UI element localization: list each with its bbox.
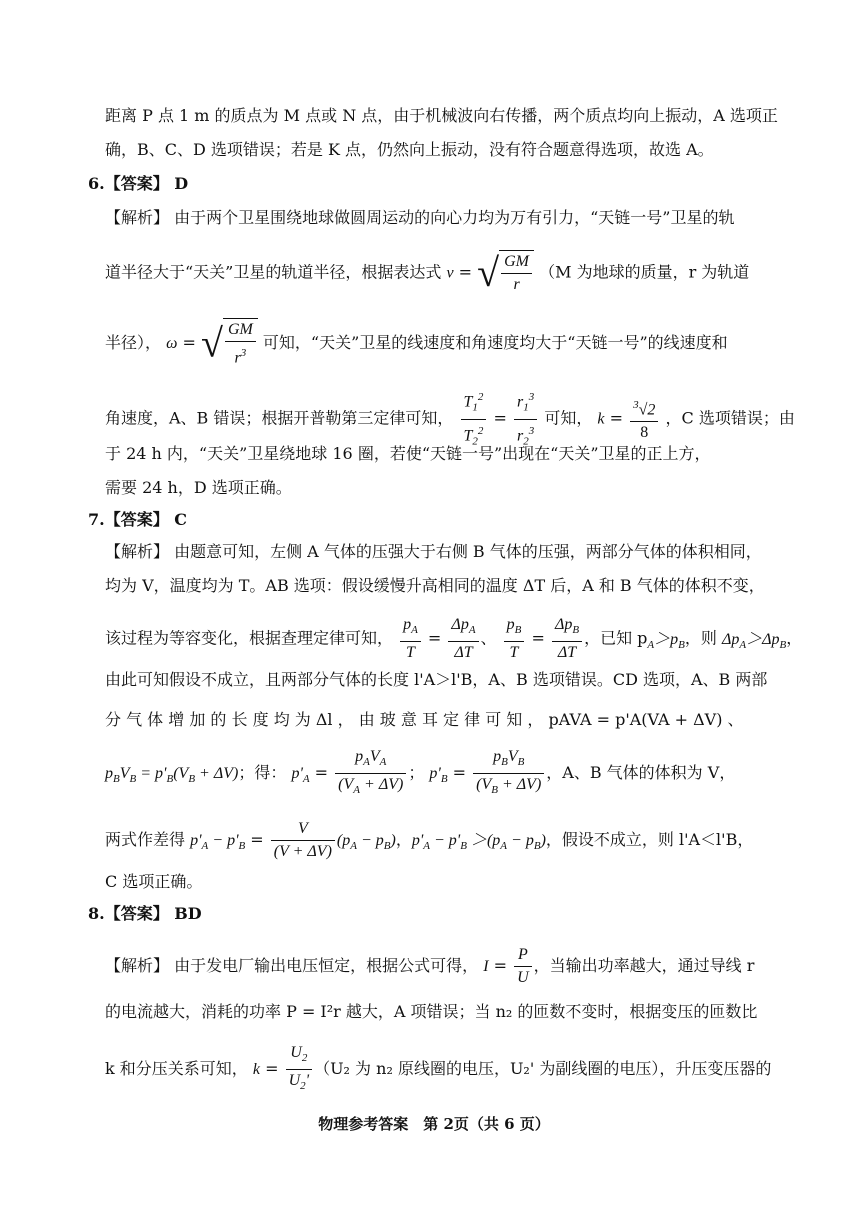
- text-line-1: 距离 P 点 1 m 的质点为 M 点或 N 点，由于机械波向右传播，两个质点均向上振动，A 选项正: [105, 106, 778, 125]
- analysis-8-line-3: k 和分压关系可知， k = $\frac{U_2}{U_2'}$ （U₂ 为 n₂ 原线圈的电压，U₂' 为副线圈的电压），升压变压器的: [105, 1044, 772, 1093]
- analysis-7-line-6: $p_BV_B = p'_B(V_B + \Delta V)$；得： $p'_A$ = $\frac{p_AV_A}{(V_A + \Delta V)}$ ； $p'_B$ = $\frac{p_BV_B}{(V_B + \Delta V)}$ ，A、B 气体的体积为 V，: [105, 748, 736, 797]
- text-line-2: 确，B、C、D 选项错误；若是 K 点，仍然向上振动，没有符合题意得选项，故选 A。: [105, 140, 714, 159]
- sqrt-gm-over-r: √ $\frac{GM}{r}$: [477, 250, 534, 296]
- analysis-8-line-2: 的电流越大，消耗的功率 P = I²r 越大，A 项错误；当 n₂ 的匝数不变时，根据变压的匝数比: [105, 1002, 758, 1021]
- answer-6-heading: 6.【答案】 D: [88, 174, 189, 193]
- analysis-7-line-8: C 选项正确。: [105, 872, 203, 891]
- analysis-6-line-3: 半径）， ω = √ $\frac{GM}{r^3}$ 可知，“天关”卫星的线速度和角速度均大于“天链一号”的线速度和: [0, 318, 868, 369]
- analysis-7-line-3: 该过程为等容变化，根据查理定律可知， $\frac{p_A}{T}$ = $\frac{\Delta p_A}{\Delta T}$ 、 $\frac{p_B}{T}$ = $\frac{\Delta p_B}{\Delta T}$ ，已知 $p_A>p_B$，则 $\Delta p_A>\Delta p_B$，: [105, 616, 803, 662]
- analysis-7-line-5: 分 气 体 增 加 的 长 度 均 为 Δl ， 由 玻 意 耳 定 律 可 知 ， pAVA = p'A(VA + ΔV) 、: [105, 710, 744, 729]
- answer-8-heading: 8.【答案】 BD: [88, 904, 202, 923]
- analysis-7-line-2: 均为 V，温度均为 T。AB 选项：假设缓慢升高相同的温度 ΔT 后，A 和 B 气体的体积不变，: [105, 576, 765, 595]
- answer-7-heading: 7.【答案】 C: [88, 510, 188, 529]
- analysis-7-line-1: 【解析】 由题意可知，左侧 A 气体的压强大于右侧 B 气体的压强，两部分气体的体积相同，: [105, 542, 762, 561]
- analysis-6-line-5: 于 24 h 内，“天关”卫星绕地球 16 圈，若使“天链一号”出现在“天关”卫星的正上方，: [105, 444, 711, 463]
- analysis-8-line-1: 【解析】 由于发电厂输出电压恒定，根据公式可得， I = $\frac{P}{U}$ ，当输出功率越大，通过导线 r: [105, 946, 755, 986]
- analysis-6-line-1: 【解析】 由于两个卫星围绕地球做圆周运动的向心力均为万有引力，“天链一号”卫星的轨: [105, 208, 735, 227]
- analysis-7-line-7: 两式作差得 $p'_A - p'_B$ = $\frac{V}{(V + \Delta V)}$ $(p_A - p_B)$，$p'_A - p'_B >(p_A - p_B)$，假设不成立，则 l'A＜l'B，: [105, 820, 754, 860]
- analysis-6-line-6: 需要 24 h，D 选项正确。: [105, 478, 292, 497]
- analysis-6-line-2: 道半径大于“天关”卫星的轨道半径，根据表达式 v = √ $\frac{GM}{r}$ （M 为地球的质量，r 为轨道: [105, 250, 750, 295]
- analysis-6-line-4: 角速度，A、B 错误；根据开普勒第三定律可知， $\frac{T_1^2}{T_2^2}$ = $\frac{r_1^3}{r_2^3}$ 可知， k = $\frac{^3√2}{8}$ ，C 选项错误；由: [0, 386, 868, 452]
- sqrt-gm-over-r3: √ $\frac{GM}{r^3}$: [201, 318, 258, 369]
- page-footer: 物理参考答案 第 2页（共 6 页）: [318, 1115, 550, 1133]
- analysis-7-line-4: 由此可知假设不成立，且两部分气体的长度 l'A＞l'B，A、B 选项错误。CD 选项，A、B 两部: [105, 670, 768, 689]
